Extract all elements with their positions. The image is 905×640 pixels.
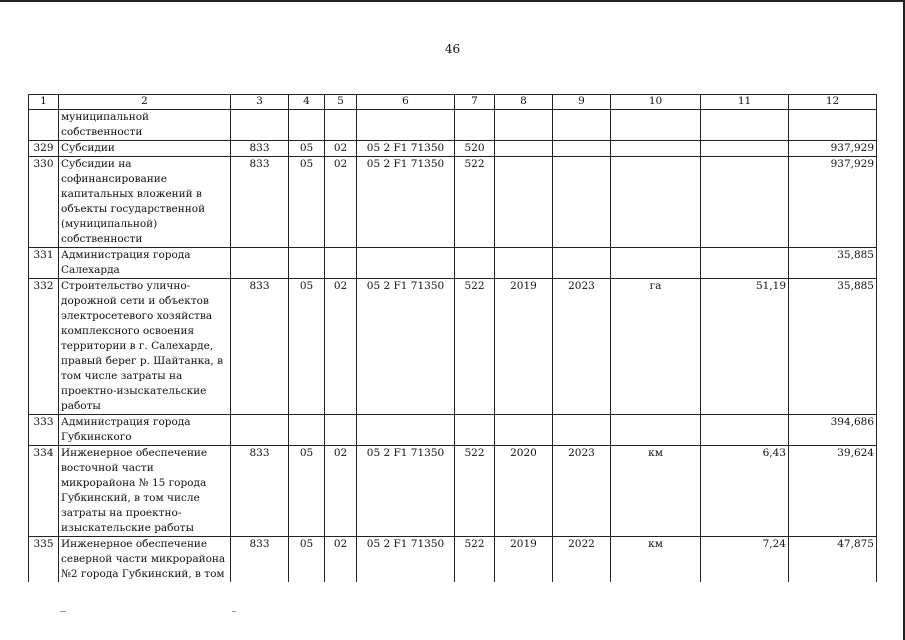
cell-rz: 05 xyxy=(289,537,325,583)
cell-unit xyxy=(611,141,701,157)
cell-start-year xyxy=(495,157,553,248)
column-header: 2 xyxy=(59,95,231,110)
row-name: Субсидии xyxy=(59,141,231,157)
cell-csr xyxy=(357,248,455,279)
column-header: 10 xyxy=(611,95,701,110)
column-header: 12 xyxy=(789,95,877,110)
cell-vr: 522 xyxy=(455,537,495,583)
cell-gr: 833 xyxy=(231,279,289,415)
cell-vr: 520 xyxy=(455,141,495,157)
cell-unit xyxy=(611,248,701,279)
column-header: 1 xyxy=(29,95,59,110)
cell-amount: 47,875 xyxy=(789,537,877,583)
cell-vr: 522 xyxy=(455,279,495,415)
cell-unit xyxy=(611,157,701,248)
cell-rz: 05 xyxy=(289,141,325,157)
cell-csr: 05 2 F1 71350 xyxy=(357,141,455,157)
row-number: 332 xyxy=(29,279,59,415)
row-name: Администрация города Салехарда xyxy=(59,248,231,279)
cell-start-year xyxy=(495,110,553,141)
cell-end-year: 2023 xyxy=(553,279,611,415)
cell-capacity: 51,19 xyxy=(701,279,789,415)
row-number: 335 xyxy=(29,537,59,583)
cell-amount: 937,929 xyxy=(789,157,877,248)
column-header: 8 xyxy=(495,95,553,110)
cell-csr xyxy=(357,415,455,446)
column-header: 4 xyxy=(289,95,325,110)
row-number xyxy=(29,110,59,141)
cell-vr: 522 xyxy=(455,157,495,248)
cell-capacity xyxy=(701,157,789,248)
cell-end-year xyxy=(553,110,611,141)
cell-pr: 02 xyxy=(325,446,357,537)
row-number: 331 xyxy=(29,248,59,279)
scan-artifact xyxy=(232,611,236,612)
row-number: 329 xyxy=(29,141,59,157)
cell-unit xyxy=(611,415,701,446)
cell-gr: 833 xyxy=(231,141,289,157)
page-number: 46 xyxy=(444,42,461,56)
row-name: Строительство улично-дорожной сети и объектов электросетевого хозяйства комплексного освоения территории в г. Салехарде, правый берег р. Шайтанка, в том числе затраты на проектно-изыскательские работы xyxy=(59,279,231,415)
row-name: муниципальной собственности xyxy=(59,110,231,141)
table-row xyxy=(29,446,877,537)
cell-rz xyxy=(289,110,325,141)
cell-end-year xyxy=(553,141,611,157)
cell-capacity xyxy=(701,415,789,446)
cell-gr: 833 xyxy=(231,537,289,583)
cell-vr xyxy=(455,110,495,141)
column-header: 3 xyxy=(231,95,289,110)
cell-capacity xyxy=(701,141,789,157)
cell-gr: 833 xyxy=(231,446,289,537)
cell-pr: 02 xyxy=(325,537,357,583)
cell-pr: 02 xyxy=(325,157,357,248)
row-number: 333 xyxy=(29,415,59,446)
cell-csr: 05 2 F1 71350 xyxy=(357,157,455,248)
cell-rz xyxy=(289,415,325,446)
row-name: Субсидии на софинансирование капитальных вложений в объекты государственной (муниципальной) собственности xyxy=(59,157,231,248)
cell-start-year xyxy=(495,141,553,157)
table-row xyxy=(29,415,877,446)
cell-end-year xyxy=(553,415,611,446)
cell-capacity: 6,43 xyxy=(701,446,789,537)
row-number: 330 xyxy=(29,157,59,248)
column-header: 11 xyxy=(701,95,789,110)
cell-pr: 02 xyxy=(325,141,357,157)
table-row xyxy=(29,537,877,583)
cell-start-year: 2019 xyxy=(495,537,553,583)
column-header: 7 xyxy=(455,95,495,110)
table-row xyxy=(29,157,877,248)
table-row xyxy=(29,110,877,141)
budget-table xyxy=(28,94,877,582)
cell-amount: 394,686 xyxy=(789,415,877,446)
cell-amount: 39,624 xyxy=(789,446,877,537)
cell-vr: 522 xyxy=(455,446,495,537)
cell-pr xyxy=(325,415,357,446)
table-row xyxy=(29,141,877,157)
cell-rz xyxy=(289,248,325,279)
row-name: Инженерное обеспечение северной части микрорайона №2 города Губкинский, в том xyxy=(59,537,231,583)
cell-amount: 35,885 xyxy=(789,279,877,415)
cell-amount: 937,929 xyxy=(789,141,877,157)
cell-csr: 05 2 F1 71350 xyxy=(357,446,455,537)
cell-csr: 05 2 F1 71350 xyxy=(357,279,455,415)
scan-artifact xyxy=(60,611,66,612)
header-row xyxy=(29,95,877,110)
cell-gr xyxy=(231,415,289,446)
cell-start-year xyxy=(495,415,553,446)
table-row xyxy=(29,279,877,415)
cell-rz: 05 xyxy=(289,157,325,248)
cell-gr xyxy=(231,248,289,279)
row-number: 334 xyxy=(29,446,59,537)
cell-vr xyxy=(455,248,495,279)
row-name: Инженерное обеспечение восточной части микрорайона № 15 города Губкинский, в том числе затраты на проектно-изыскательские работы xyxy=(59,446,231,537)
cell-amount: 35,885 xyxy=(789,248,877,279)
cell-end-year xyxy=(553,157,611,248)
column-header: 5 xyxy=(325,95,357,110)
cell-unit xyxy=(611,110,701,141)
cell-start-year: 2020 xyxy=(495,446,553,537)
column-header: 9 xyxy=(553,95,611,110)
cell-vr xyxy=(455,415,495,446)
cell-end-year: 2022 xyxy=(553,537,611,583)
cell-pr xyxy=(325,248,357,279)
cell-csr xyxy=(357,110,455,141)
cell-unit: км xyxy=(611,446,701,537)
cell-end-year xyxy=(553,248,611,279)
table-row xyxy=(29,248,877,279)
cell-pr: 02 xyxy=(325,279,357,415)
cell-csr: 05 2 F1 71350 xyxy=(357,537,455,583)
cell-pr xyxy=(325,110,357,141)
row-name: Администрация города Губкинского xyxy=(59,415,231,446)
cell-rz: 05 xyxy=(289,279,325,415)
cell-unit: км xyxy=(611,537,701,583)
cell-start-year: 2019 xyxy=(495,279,553,415)
cell-gr xyxy=(231,110,289,141)
column-header: 6 xyxy=(357,95,455,110)
cell-start-year xyxy=(495,248,553,279)
cell-capacity xyxy=(701,248,789,279)
cell-rz: 05 xyxy=(289,446,325,537)
cell-unit: га xyxy=(611,279,701,415)
cell-amount xyxy=(789,110,877,141)
table-body xyxy=(29,110,877,583)
cell-end-year: 2023 xyxy=(553,446,611,537)
cell-gr: 833 xyxy=(231,157,289,248)
scan-top-border xyxy=(0,0,905,2)
cell-capacity: 7,24 xyxy=(701,537,789,583)
cell-capacity xyxy=(701,110,789,141)
